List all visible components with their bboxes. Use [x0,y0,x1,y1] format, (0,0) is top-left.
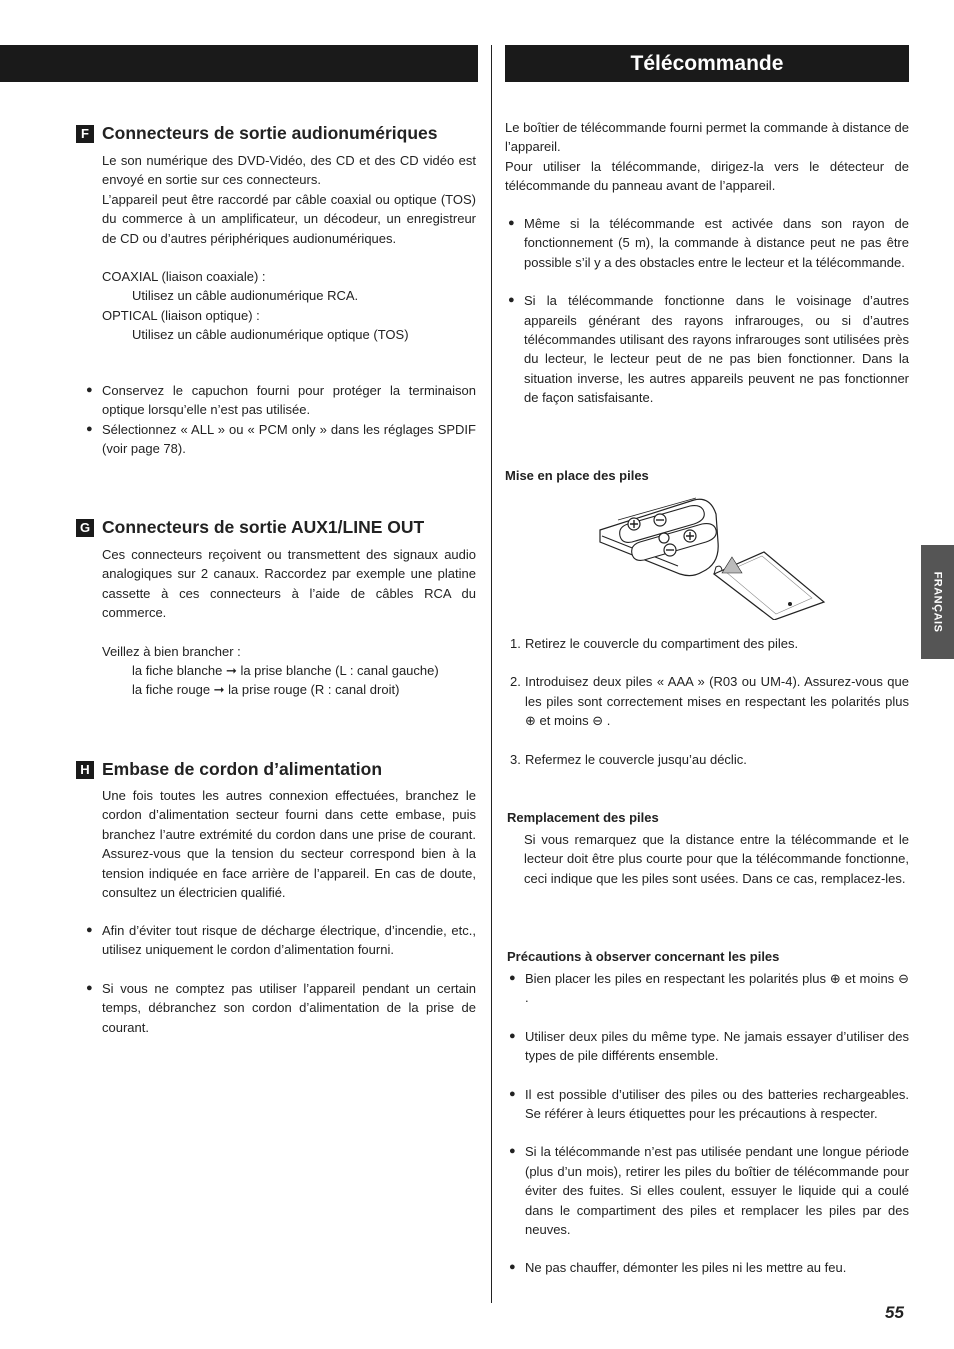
paragraph: Veillez à bien brancher : [102,643,241,659]
section-f-title: Connecteurs de sortie audionumériques [102,123,438,143]
bullet-icon: ● [86,981,93,994]
section-h-heading [76,759,382,780]
step-item: 2. Introduisez deux piles « AAA » (R03 ou UM-4). Assurez-vous que les piles sont correctement mises en respectant les polarités plus ⊕ et moins ⊖ . [510,674,909,729]
section-h-body [102,786,476,902]
section-g-title: Connecteurs de sortie AUX1/LINE OUT [102,517,425,537]
bullet-item: ● Bien placer les piles en respectant les polarités plus ⊕ et moins ⊖ . [509,971,909,1006]
bullet-icon: ● [509,972,516,984]
coax-text: Utilisez un câble audionumérique RCA. [132,288,359,304]
page-title: Télécommande [630,51,784,75]
section-g-heading [76,517,424,538]
section-header-telecommande [505,45,909,82]
paragraph: L’appareil peut être raccordé par câble coaxial ou optique (TOS) du commerce à un amplificateur, un décodeur, un enregistreur de CD ou d’autres périphériques audionumériques. [102,191,476,246]
remote-intro [505,118,909,196]
bullet-icon: ● [509,1087,516,1100]
bullet-item: ● Sélectionnez « ALL » ou « PCM only » dans les réglages SPDIF (voir page 78). [86,421,476,457]
bullet-icon: ● [86,384,93,396]
section-f-bullets [84,381,476,459]
bullet-icon: ● [508,294,515,307]
bullet-item: ● Il est possible d’utiliser des piles ou des batteries rechargeables. Se référer à leurs étiquettes pour les précautions à respecter. [509,1086,909,1122]
language-label: FRANÇAIS [931,571,944,633]
section-f-body [102,151,476,345]
section-f-heading [76,123,437,144]
paragraph: Pour utiliser la télécommande, dirigez-la vers le détecteur de télécommande du panneau avant de l’appareil. [505,158,909,194]
remote-battery-illustration [598,492,828,620]
language-tab [921,545,954,659]
bullet-icon: ● [509,1261,516,1274]
bullet-item: ● Afin d’éviter tout risque de décharge électrique, d’incendie, etc., utilisez uniquement le cordon d’alimentation fourni. [86,923,476,958]
bullet-item: ● Utiliser deux piles du même type. Ne jamais essayer d’utiliser des types de pile différents ensemble. [509,1028,909,1064]
bullet-icon: ● [86,422,93,435]
optical-text: Utilisez un câble audionumérique optique (TOS) [132,327,409,343]
replace-body [524,830,909,888]
section-g-letter: G [76,519,94,537]
wiring-line: la fiche rouge ➞ la prise rouge (R : canal droit) [132,682,400,698]
bullet-icon: ● [508,217,515,229]
bullet-item: ● Même si la télécommande est activée dans son rayon de fonctionnement (5 m), la commande à distance peut ne pas être possible s’il y a des obstacles entre le lecteur et la télécommande. [508,216,909,270]
bullet-item: ● Conservez le capuchon fourni pour protéger la terminaison optique lorsqu’elle n’est pas utilisée. [86,383,476,418]
bullet-icon: ● [86,924,93,936]
install-title: Mise en place des piles [505,468,649,483]
step-item: 1. Retirez le couvercle du compartiment des piles. [510,636,799,651]
bullet-icon: ● [509,1029,516,1042]
section-h-letter: H [76,761,94,779]
column-divider [491,45,492,1303]
section-g-body [102,545,476,700]
paragraph: Le son numérique des DVD-Vidéo, des CD et des CD vidéo est envoyé en sortie sur ces connecteurs. [102,153,476,188]
section-h-bullets [84,921,476,1037]
section-h-title: Embase de cordon d’alimentation [102,759,383,779]
optical-label: OPTICAL (liaison optique) : [102,307,260,323]
bullet-item: ● Si vous ne comptez pas utiliser l’appareil pendant un certain temps, débranchez son cordon d’alimentation de la prise de courant. [86,980,476,1035]
install-steps [505,634,909,769]
section-f-letter: F [76,125,94,143]
bullet-icon: ● [509,1145,516,1158]
page-number: 55 [885,1303,904,1322]
bullet-item: ● Si la télécommande fonctionne dans le voisinage d’autres appareils générant des rayons infrarouges, ou si d’autres télécommandes utilisant des rayons infrarouges sont utilisées près du lecteur, le lecteur peut de ne pas bien fonctionner. Dans la situation inverse, les autres appareils peuvent ne pas fonctionner de façon satisfaisante. [508,293,909,406]
paragraph: Une fois toutes les autres connexion effectuées, branchez le cordon d’alimentation secteur fourni dans cette embase, puis branchez l’autre extrémité du cordon dans une prise de courant. Assurez-vous que la tension du secteur correspond bien à la tension indiquée en face arrière de l’appareil. En cas de doute, consultez un électricien qualifié. [102,788,476,901]
precautions-list [507,969,909,1278]
replace-title: Remplacement des piles [507,810,659,825]
step-item: 3. Refermez le couvercle jusqu’au déclic. [510,751,747,767]
precautions-title: Précautions à observer concernant les piles [507,949,780,964]
left-header-bar [0,45,478,82]
paragraph: Si vous remarquez que la distance entre la télécommande et le lecteur doit être plus courte pour que la télécommande fonctionne, ceci indique que les piles sont usées. Dans ce cas, remplacez-les. [524,832,909,886]
coax-label: COAXIAL (liaison coaxiale) : [102,269,266,285]
remote-bullets [506,214,909,408]
paragraph: Ces connecteurs reçoivent ou transmettent des signaux audio analogiques sur 2 canaux. Raccordez par exemple une platine cassette à ces connecteurs à l’aide de câbles RCA du commerce. [102,547,476,621]
bullet-item: ● Ne pas chauffer, démonter les piles ni les mettre au feu. [507,1258,909,1277]
paragraph: Le boîtier de télécommande fourni permet la commande à distance de l’appareil. [505,120,909,155]
wiring-line: la fiche blanche ➞ la prise blanche (L : canal gauche) [132,663,439,679]
bullet-item: ● Si la télécommande n’est pas utilisée pendant une longue période (plus d’un mois), retirer les piles du boîtier de télécommande pour éviter des fuites. Si elles coulent, essuyer le liquide qui a coulé dans le compartiment des piles et remplacer les piles par des neuves. [509,1144,909,1238]
